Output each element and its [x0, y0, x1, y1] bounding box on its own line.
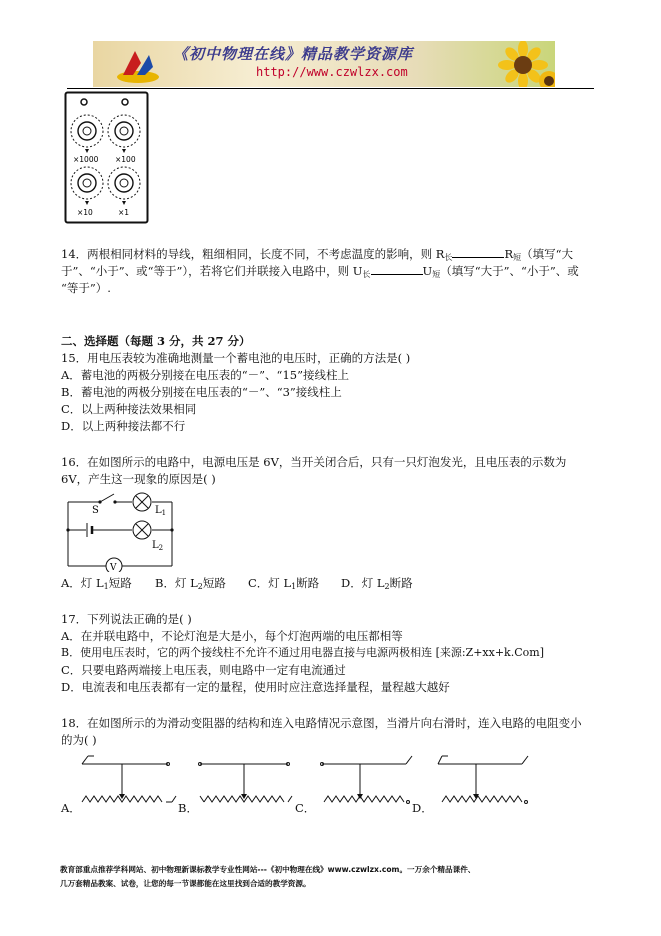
header-rule	[67, 88, 594, 89]
q16-stem-1: 16．在如图所示的电路中，电源电压是 6V，当开关闭合后，只有一只灯泡发光，且电压表的示数为	[61, 455, 567, 469]
q18-option-a[interactable]: A．	[61, 801, 81, 815]
q18-option-b[interactable]: B．	[178, 801, 198, 815]
voltmeter-label: V	[110, 563, 117, 572]
knob-label-100: ×100	[115, 155, 136, 164]
section-heading: 二、选择题（每题 3 分，共 27 分）	[61, 334, 251, 348]
site-logo	[115, 45, 161, 85]
sunflower-image	[491, 41, 555, 87]
banner-url: http://www.czwlzx.com	[256, 65, 408, 79]
banner-title: 《初中物理在线》精品教学资源库	[173, 45, 414, 63]
q14-line-2: 于”、“小于”、或“等于”），若将它们并联接入电路中，则 $U_长$ $U_短$（填写“大于”、“小于”、或	[61, 264, 579, 279]
q17-option-b[interactable]: B．使用电压表时，它的两个接线柱不允许不通过用电器直接与电源两极相连 [来源:Z+xx+k.Com]	[61, 646, 544, 659]
q15-option-d[interactable]: D．以上两种接法都不行	[61, 419, 186, 433]
svg-text:L1: $L_1$	[155, 505, 167, 517]
q14-blank-2[interactable]	[371, 263, 423, 275]
q14-line-3: “等于”）.	[61, 281, 111, 295]
footer-line-2: 几万套精品教案、试卷，让您的每一节课都能在这里找到合适的教学资源。	[60, 879, 311, 888]
header-banner	[93, 41, 555, 87]
q18-stem-2: 的为( )	[61, 733, 97, 747]
svg-text:L2: $L_2$	[152, 540, 164, 552]
q14-blank-1[interactable]	[452, 246, 504, 258]
lamp-l2-label: L	[152, 540, 159, 551]
q16-option-d[interactable]: D．灯 $L_2$断路	[341, 576, 413, 591]
switch-label: S	[92, 505, 99, 516]
footer-line-1: 教育部重点推荐学科网站、初中物理新课标教学专业性网站---《初中物理在线》www.czwlzx.com。一万余个精品课件、	[60, 865, 476, 874]
knob-label-1000: ×1000	[73, 155, 99, 164]
q16-option-a[interactable]: A．灯 $L_1$短路	[61, 576, 132, 591]
lamp-l1-label: L	[155, 505, 162, 516]
q17-option-c[interactable]: C．只要电路两端接上电压表，则电路中一定有电流通过	[61, 663, 346, 677]
q18-option-d[interactable]: D．	[412, 801, 433, 815]
q16-option-b[interactable]: B．灯 $L_2$短路	[155, 576, 226, 591]
q14-line-1: 14．两根相同材料的导线，粗细相同，长度不同，不考虑温度的影响，则 $R_长$ $R_短$（填写“大	[61, 247, 574, 262]
knob-label-10: ×10	[77, 208, 93, 217]
q17-stem: 17．下列说法正确的是( )	[61, 612, 192, 626]
q15-stem: 15．用电压表较为准确地测量一个蓄电池的电压时，正确的方法是( )	[61, 351, 411, 365]
knob-label-1: ×1	[118, 208, 130, 217]
q15-option-a[interactable]: A．蓄电池的两极分别接在电压表的“－”、“15”接线柱上	[61, 368, 349, 382]
q17-option-d[interactable]: D．电流表和电压表都有一定的量程，使用时应注意选择量程，量程越大越好	[61, 680, 450, 694]
q16-option-c[interactable]: C．灯 $L_1$断路	[248, 576, 320, 591]
q18-option-c[interactable]: C．	[295, 801, 316, 815]
q15-option-c[interactable]: C．以上两种接法效果相同	[61, 402, 197, 416]
resistance-box-figure	[64, 91, 150, 225]
q18-stem-1: 18．在如图所示的为滑动变阻器的结构和连入电路情况示意图，当滑片向右滑时，连入电路的电阻变小	[61, 716, 582, 730]
q17-option-a[interactable]: A．在并联电路中，不论灯泡是大是小，每个灯泡两端的电压都相等	[61, 629, 403, 643]
q15-option-b[interactable]: B．蓄电池的两极分别接在电压表的“－”、“3”接线柱上	[61, 385, 342, 399]
q16-circuit-diagram	[60, 490, 185, 572]
q16-stem-2: 6V，产生这一现象的原因是( )	[61, 472, 216, 486]
